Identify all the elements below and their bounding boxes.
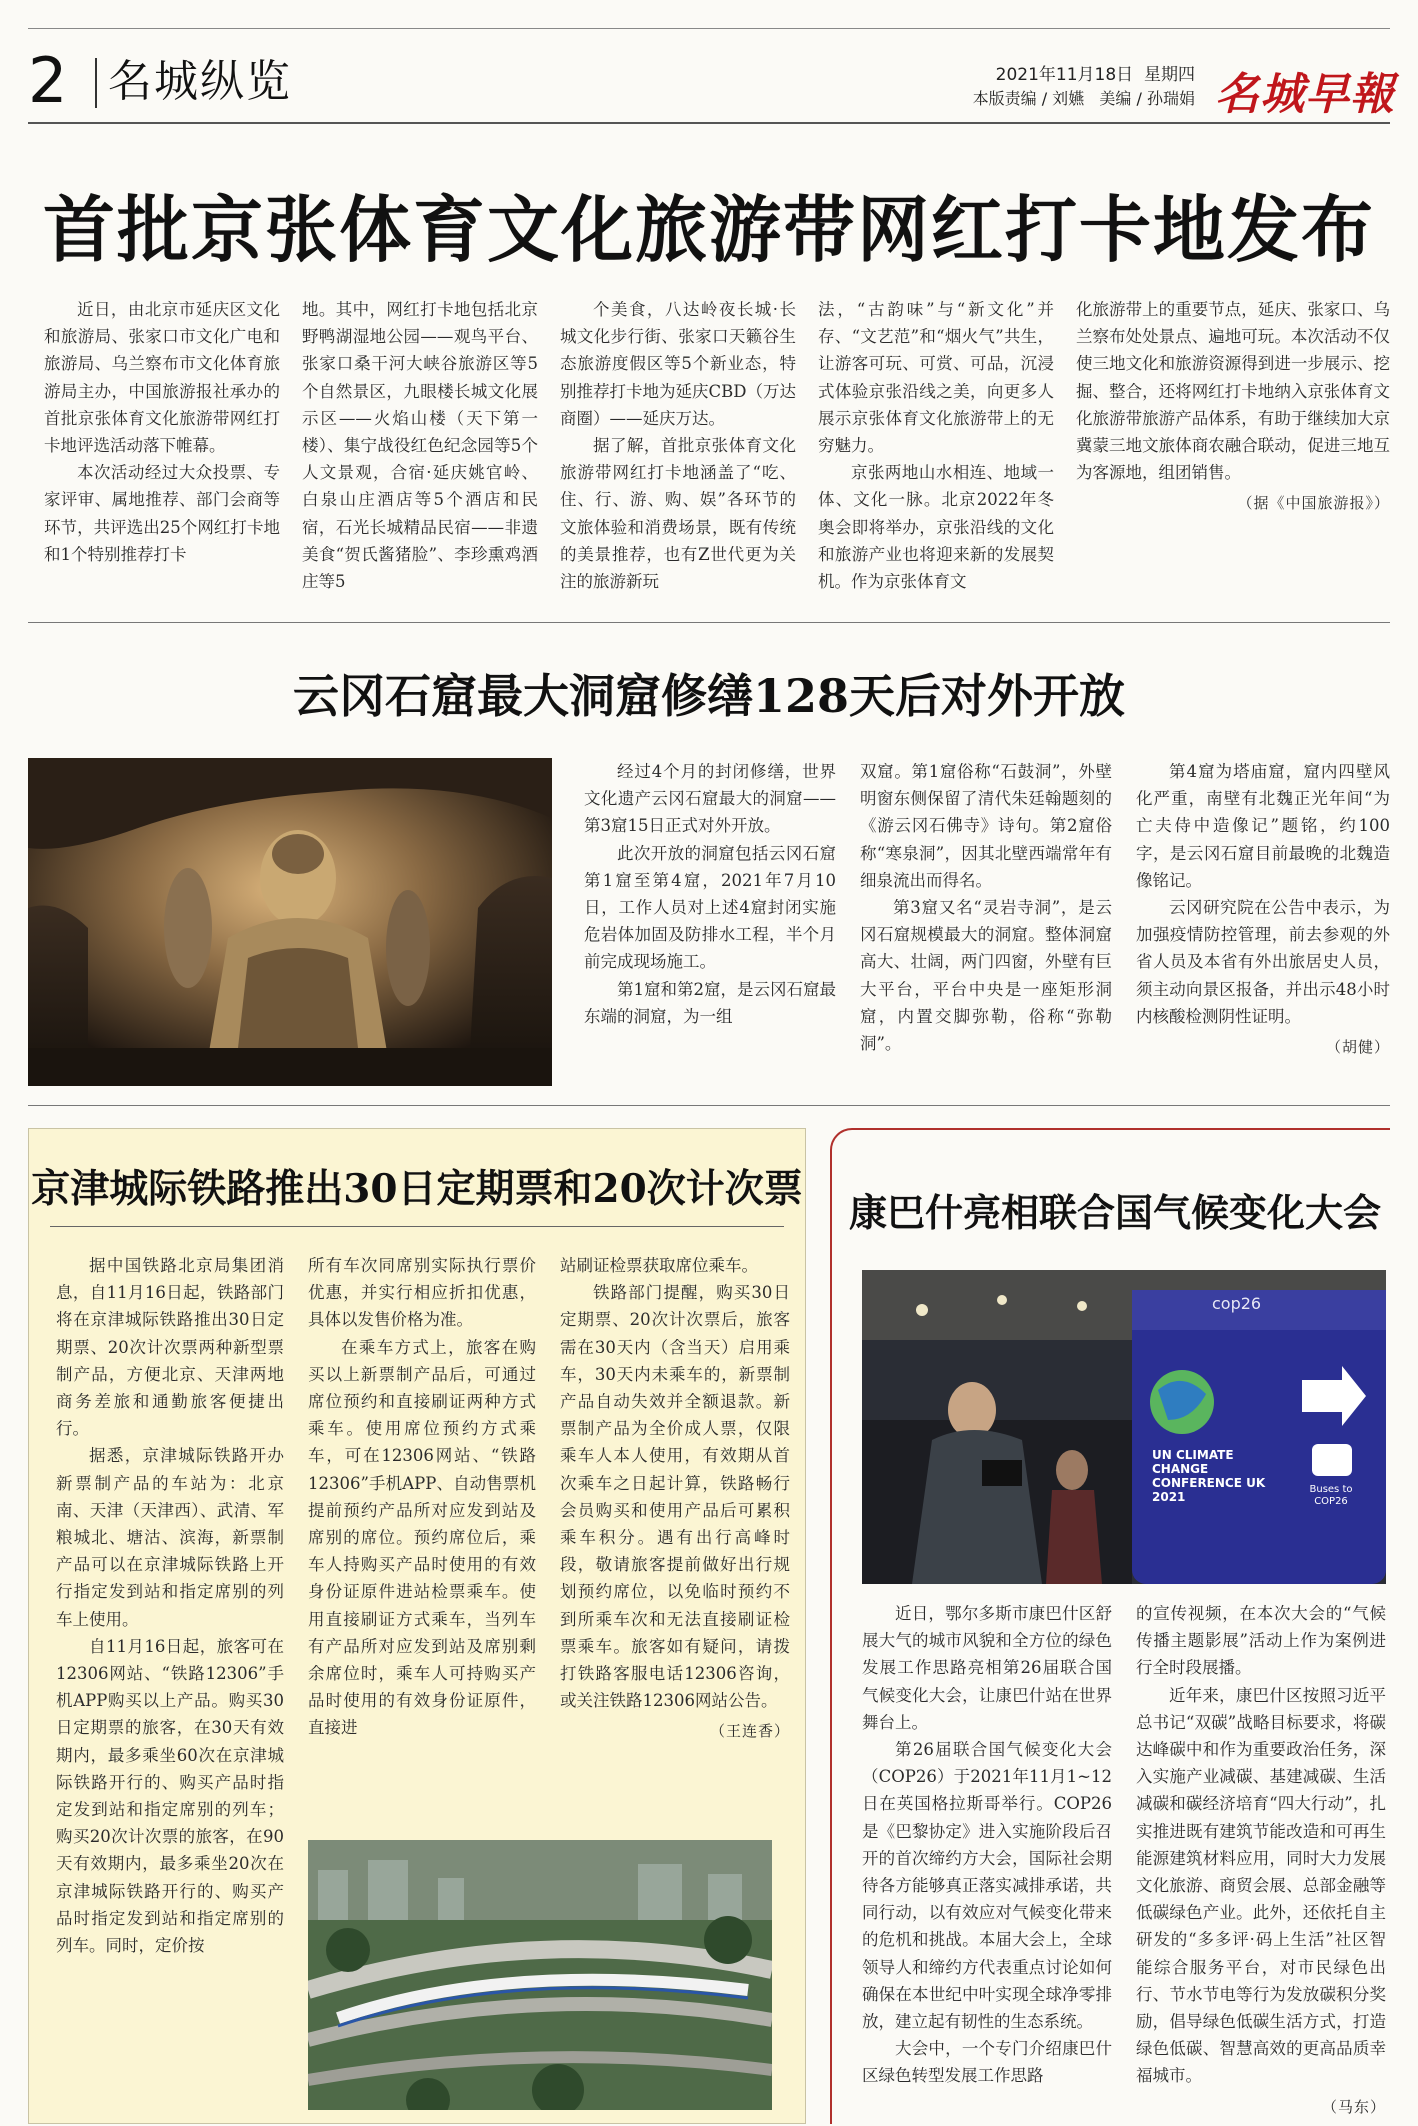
- paragraph: 双窟。第1窟俗称“石鼓洞”，外壁明窗东侧保留了清代朱廷翰题刻的《游云冈石佛寺》诗句。第2窟俗称“寒泉洞”，因其北壁西端常年有细泉流出而得名。: [860, 762, 1112, 890]
- paragraph: 本次活动经过大众投票、专家评审、属地推荐、部门会商等环节，共评选出25个网红打卡地和1个特别推荐打卡: [44, 463, 280, 564]
- paragraph: 第26届联合国气候变化大会（COP26）于2021年11月1~12日在英国格拉斯哥举行。COP26是《巴黎协定》进入实施阶段后召开的首次缔约方大会，国际社会期待各方能够真正落实减排承诺，共同行动，以有效应对气候变化带来的危机和挑战。本届大会上，全球领导人和缔约方代表重点讨论如何确保在本世纪中叶实现全球净零排放，建立起有韧性的生态系统。: [862, 1740, 1112, 2032]
- yungang-grottoes-photo: [28, 758, 552, 1086]
- issue-date: 2021年11月18日 星期四: [995, 65, 1195, 85]
- cop26-bus-text: Buses to COP26: [1309, 1484, 1353, 1507]
- section-name: 名城纵览: [108, 56, 292, 107]
- paragraph: 第3窟又名“灵岩寺洞”，是云冈石窟规模最大的洞窟。整体洞窟高大、壮阔，两门四窗，外壁有巨大平台，平台中央是一座矩形洞窟，内置交脚弥勒，俗称“弥勒洞”。: [860, 898, 1112, 1054]
- a1-column-4: [818, 296, 1054, 595]
- paragraph: 法，“古韵味”与“新文化”并存、“文艺范”和“烟火气”共生，让游客可玩、可赏、可品，沉浸式体验京张沿线之美，向更多人展示京张体育文化旅游带上的无穷魅力。: [818, 300, 1054, 456]
- paragraph: 化旅游带上的重要节点，延庆、张家口、乌兰察布处处景点、遍地可玩。本次活动不仅使三地文化和旅游资源得到进一步展示、挖掘、整合，还将网红打卡地纳入京张体育文化旅游带旅游产品体系，有助于继续加大京冀蒙三地文旅体商农融合联动，促进三地互为客源地，组团销售。: [1076, 300, 1390, 483]
- paragraph: 所有车次同席别实际执行票价优惠，并实行相应折扣优惠，具体以发售价格为准。: [308, 1256, 536, 1330]
- paragraph: 站刷证检票获取席位乘车。: [560, 1256, 758, 1275]
- headline-4: 康巴什亮相联合国气候变化大会: [848, 1190, 1381, 1235]
- paragraph: 的宣传视频，在本次大会的“气候传播主题影展”活动上作为案例进行全时段展播。: [1136, 1604, 1386, 1678]
- a3-column-2: [308, 1252, 536, 1742]
- a4-column-2: [1136, 1600, 1386, 2121]
- cop26-banner-text: cop26: [1212, 1294, 1262, 1313]
- headline-2: 云冈石窟最大洞窟修缮128天后对外开放: [292, 669, 1126, 723]
- masthead-rule: [28, 122, 1390, 124]
- paragraph: 据了解，首批京张体育文化旅游带网红打卡地涵盖了“吃、住、行、游、购、娱”各环节的文旅体验和消费场景，既有传统的美景推荐，也有Z世代更为关注的旅游新玩: [560, 436, 796, 592]
- rule-after-article-2: [28, 1105, 1390, 1106]
- paper-logo: 名城早報: [1215, 69, 1395, 120]
- paragraph: 据悉，京津城际铁路开办新票制产品的车站为：北京南、天津（天津西）、武清、军粮城北、塘沽、滨海，新票制产品可以在京津城际铁路上开行指定发到站和指定席别的列车上使用。: [56, 1446, 284, 1629]
- cop26-photo: [862, 1270, 1386, 1584]
- source-credit: （胡健）: [1325, 1038, 1390, 1057]
- a3-column-3: [560, 1252, 790, 1746]
- high-speed-train-photo: [308, 1840, 772, 2110]
- a4-column-1: [862, 1600, 1112, 2090]
- paragraph: 近日，鄂尔多斯市康巴什区舒展大气的城市风貌和全方位的绿色发展工作思路亮相第26届联合国气候变化大会，让康巴什站在世界舞台上。: [862, 1604, 1112, 1732]
- paragraph: 云冈研究院在公告中表示，为加强疫情防控管理，前去参观的外省人员及本省有外出旅居史人员，须主动向景区报备，并出示48小时内核酸检测阴性证明。: [1136, 898, 1390, 1026]
- paragraph: 在乘车方式上，旅客在购买以上新票制产品后，可通过席位预约和直接刷证两种方式乘车。使用席位预约方式乘车，可在12306网站、“铁路12306”手机APP、自动售票机提前预约产品所对应发到站及席别的席位。预约席位后，乘车人持购买产品时使用的有效身份证原件进站检票乘车。使用直接刷证方式乘车，当列车有产品所对应发到站及席别剩余席位时，乘车人可持购买产品时使用的有效身份证原件，直接进: [308, 1337, 536, 1738]
- a1-column-1: [44, 296, 280, 568]
- page-number: 2: [28, 44, 68, 117]
- a1-column-2: [302, 296, 538, 595]
- masthead-divider: [95, 58, 97, 108]
- paragraph: 近日，由北京市延庆区文化和旅游局、张家口市文化广电和旅游局、乌兰察布市文化体育旅游局主办，中国旅游报社承办的首批京张体育文化旅游带网红打卡地评选活动落下帷幕。: [44, 300, 280, 456]
- a2-column-2: [860, 758, 1112, 1057]
- cop26-sign-text: UN CLIMATE CHANGE CONFERENCE UK 2021: [1152, 1448, 1266, 1504]
- paragraph: 铁路部门提醒，购买30日定期票、20次计次票后，旅客需在30天内（含当天）启用乘车，30天内未乘车的，新票制产品自动失效并全额退款。新票制产品为全价成人票，仅限乘车人本人使用，有效期从首次乘车之日起计算，铁路畅行会员购买和使用产品后可累积乘车积分。遇有出行高峰时段，敬请旅客提前做好出行规划预约席位，以免临时预约不到所乘车次和无法直接刷证检票乘车。旅客如有疑问，请拨打铁路客服电话12306咨询，或关注铁路12306网站公告。: [560, 1283, 790, 1711]
- headline-3-underline: [50, 1226, 784, 1227]
- paragraph: 自11月16日起，旅客可在12306网站、“铁路12306”手机APP购买以上产品。购买30日定期票的旅客，在30天有效期内，最多乘坐60次在京津城际铁路开行的、购买产品时指定发到站和指定席别的列车；购买20次计次票的旅客，在90天有效期内，最多乘坐20次在京津城际铁路开行的、购买产品时指定发到站和指定席别的列车。同时，定价按: [56, 1636, 284, 1956]
- paragraph: 个美食，八达岭夜长城·长城文化步行街、张家口天籁谷生态旅游度假区等5个新业态，特别推荐打卡地为延庆CBD（万达商圈）——延庆万达。: [560, 300, 796, 428]
- paragraph: 大会中，一个专门介绍康巴什区绿色转型发展工作思路: [862, 2039, 1112, 2086]
- source-credit: （据《中国旅游报》）: [1237, 494, 1390, 513]
- source-credit: （王连香）: [709, 1722, 790, 1741]
- headline-1: 首批京张体育文化旅游带网红打卡地发布: [42, 188, 1375, 272]
- paragraph: 第4窟为塔庙窟，窟内四壁风化严重，南壁有北魏正光年间“为亡夫侍中造像记”题铭，约100字，是云冈石窟目前最晚的北魏造像铭记。: [1136, 762, 1390, 890]
- paragraph: 此次开放的洞窟包括云冈石窟第1窟至第4窟，2021年7月10日，工作人员对上述4窟封闭实施危岩体加固及防排水工程，半个月前完成现场施工。: [584, 843, 836, 972]
- source-credit: （马东）: [1321, 2097, 1386, 2116]
- a1-column-3: [560, 296, 796, 595]
- rule-after-article-1: [28, 622, 1390, 623]
- paragraph: 近年来，康巴什区按照习近平总书记“双碳”战略目标要求，将碳达峰碳中和作为重要政治任务，深入实施产业减碳、基建减碳、生活减碳和碳经济培育“四大行动”，扎实推进既有建筑节能改造和可再生能源建筑材料应用，同时大力发展文化旅游、商贸会展、总部金融等低碳绿色产业。此外，还依托自主研发的“多多评·码上生活”社区智能综合服务平台，对市民绿色出行、节水节电等行为发放碳积分奖励，倡导绿色低碳生活方式，打造绿色低碳、智慧高效的更高品质幸福城市。: [1136, 1685, 1386, 2086]
- headline-3: 京津城际铁路推出30日定期票和20次计次票: [31, 1166, 803, 1212]
- a1-column-5: [1076, 296, 1390, 518]
- a2-column-3: [1136, 758, 1390, 1061]
- paragraph: 据中国铁路北京局集团消息，自11月16日起，铁路部门将在京津城际铁路推出30日定期票、20次计次票两种新型票制产品，方便北京、天津两地商务差旅和通勤旅客便捷出行。: [56, 1256, 284, 1439]
- paragraph: 第1窟和第2窟，是云冈石窟最东端的洞窟，为一组: [584, 979, 836, 1026]
- paragraph: 京张两地山水相连、地域一体、文化一脉。北京2022年冬奥会即将举办，京张沿线的文化和旅游产业也将迎来新的发展契机。作为京张体育文: [818, 463, 1054, 592]
- paragraph: 经过4个月的封闭修缮，世界文化遗产云冈石窟最大的洞窟——第3窟15日正式对外开放。: [584, 762, 836, 836]
- a2-column-1: [584, 758, 836, 1030]
- top-rule: [28, 28, 1390, 29]
- paragraph: 地。其中，网红打卡地包括北京野鸭湖湿地公园——观鸟平台、张家口桑干河大峡谷旅游区等5个自然景区，九眼楼长城文化展示区——火焰山楼（天下第一楼）、集宁战役红色纪念园等5个人文景观，合宿·延庆姚官岭、白泉山庄酒店等5个酒店和民宿，石光长城精品民宿——非遗美食“贺氏酱猪脸”、李珍熏鸡酒庄等5: [302, 300, 538, 592]
- editor-credits: 本版责编 / 刘嬿 美编 / 孙瑞娟: [972, 89, 1195, 108]
- a3-column-1: [56, 1252, 284, 1959]
